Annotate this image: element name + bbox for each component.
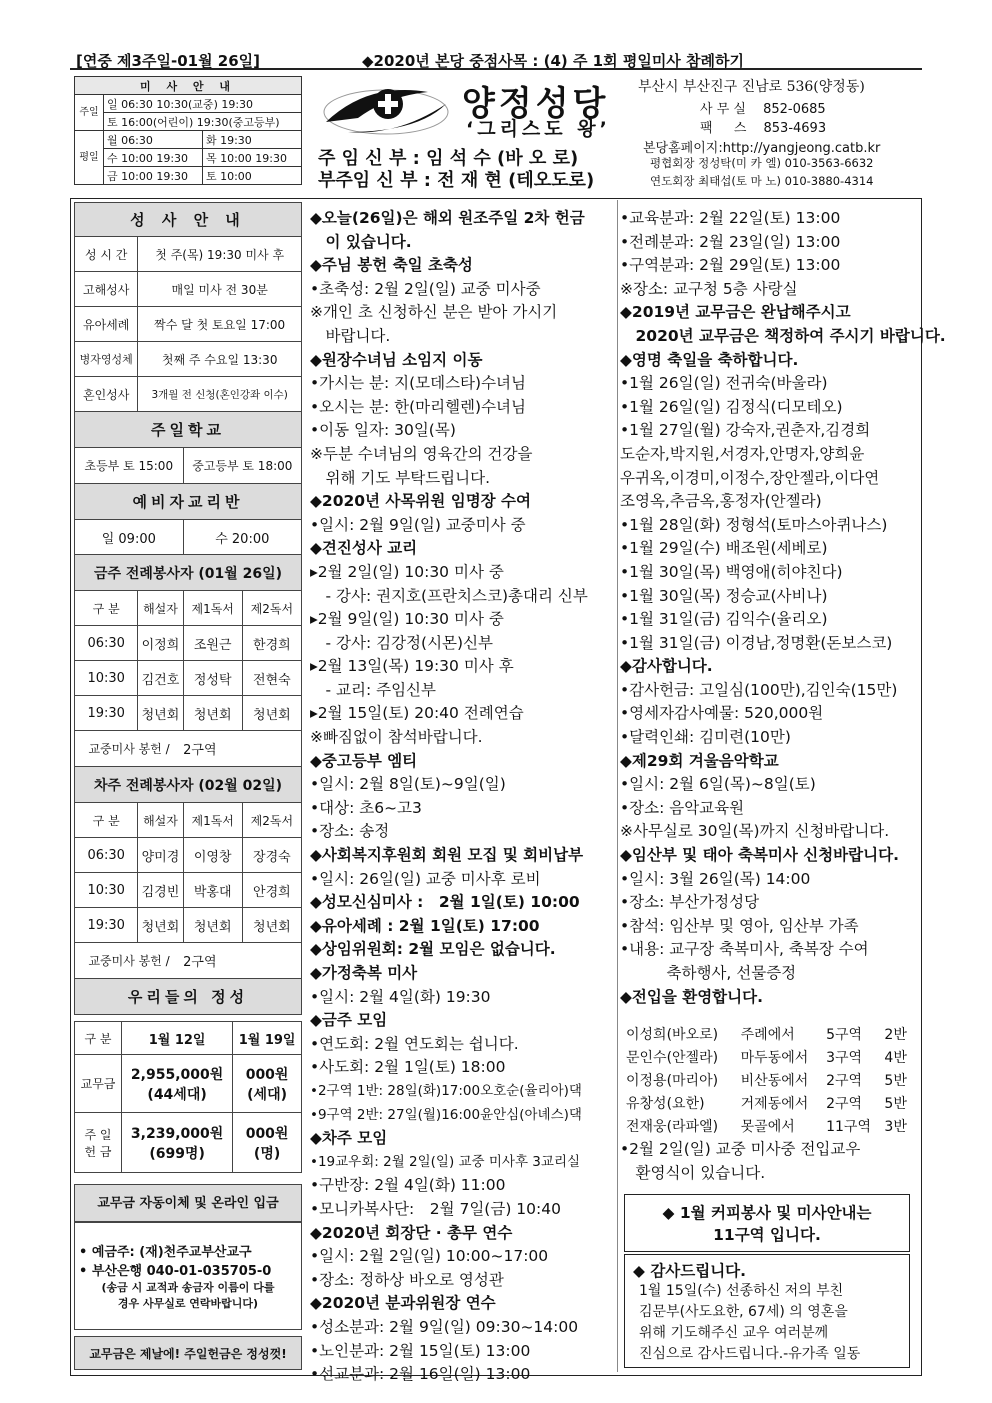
thanks-line: 진심으로 감사드립니다.-유가족 일동 (639, 1346, 861, 1362)
sacrament-value: 짝수 달 첫 토요일 17:00 (138, 307, 302, 342)
newcomer-cell: 5구역 (826, 1026, 863, 1043)
offertory-value: 2구역 (183, 943, 301, 979)
server-cell: 정성탁 (183, 661, 242, 696)
sacrament-label: 유아세례 (75, 307, 138, 342)
notice-heading: 2020년 교무금은 책정하여 주시기 바랍니다. (620, 326, 946, 345)
notice-heading: ◆금주 모임 (310, 1011, 388, 1030)
offering-title: 우리들의 정성 (75, 979, 302, 1015)
offering-value: 000원 (명) (233, 1113, 302, 1173)
this-week-title: 금주 전례봉사자 (01월 26일) (75, 555, 302, 591)
server-cell: 이영창 (183, 838, 242, 873)
thanks-title: ◆ 감사드립니다. (633, 1262, 747, 1280)
notice-line: •장소: 정하상 바오로 영성관 (310, 1270, 504, 1289)
notice-line: •영세자감사예물: 520,000원 (620, 704, 824, 723)
notice-line: •1월 30일(목) 백영애(히야친다) (620, 562, 843, 581)
server-cell: 김경빈 (138, 873, 183, 908)
server-cell: 박홍대 (183, 873, 242, 908)
newcomer-cell: 11구역 (826, 1118, 871, 1135)
notice-heading: ◆차주 모임 (310, 1129, 388, 1148)
notice-heading: ◆전입을 환영합니다. (620, 987, 763, 1006)
notice-line: •19교우회: 2월 2일(일) 교중 미사후 3교리실 (310, 1153, 581, 1170)
offertory-label: 교중미사 봉헌 / (75, 731, 184, 767)
notice-heading: ◆유아세례 : 2월 1일(토) 17:00 (310, 916, 540, 935)
notice-line: •구반장: 2월 4일(화) 11:00 (310, 1176, 506, 1195)
newcomer-cell: 2반 (884, 1026, 907, 1043)
notice-heading: ◆임산부 및 태아 축복미사 신청바랍니다. (620, 846, 899, 865)
notice-line: •1월 29일(수) 배조원(세베로) (620, 539, 828, 558)
notice-line: ※개인 초 신청하신 분은 받아 가시기 (310, 303, 558, 322)
notice-line: •대상: 초6~고3 (310, 798, 422, 817)
sacrament-value: 첫 주(목) 19:30 미사 후 (138, 237, 302, 272)
sacrament-value: 3개월 전 신청(혼인강좌 이수) (138, 377, 302, 412)
servers-head: 제2독서 (242, 591, 301, 626)
notice-heading: ◆주님 봉헌 축일 초축성 (310, 256, 473, 275)
col-divider (617, 200, 618, 1372)
notice-line: ▸2월 13일(목) 19:30 미사 후 (310, 657, 514, 676)
server-cell: 19:30 (75, 908, 138, 943)
notice-line: 바랍니다. (310, 326, 391, 345)
servers-head: 제1독서 (183, 803, 242, 838)
notice-line: - 강사: 권지호(프란치스코)총대리 신부 (310, 586, 588, 605)
server-cell: 김건호 (138, 661, 183, 696)
notice-line: •전례분과: 2월 23일(일) 13:00 (620, 232, 841, 251)
header-rule (70, 68, 922, 70)
offering-head: 1월 19일 (233, 1022, 302, 1055)
notice-heading: ◆오늘(26일)은 해외 원조주일 2차 헌금 (310, 209, 585, 227)
notice-line: •구역분과: 2월 29일(토) 13:00 (620, 256, 841, 275)
catechumen-cell: 수 20:00 (183, 520, 301, 555)
offering-label: 교무금 (75, 1055, 122, 1113)
welcome-line: •2월 2일(일) 교중 미사중 전입교우 (620, 1140, 861, 1158)
weekday-cell: 월 06:30 (104, 131, 203, 149)
newcomer-cell: 주례에서 (740, 1026, 795, 1043)
weekday-cell: 토 10:00 (202, 167, 301, 185)
server-cell: 19:30 (75, 696, 138, 731)
weekday-cell: 목 10:00 19:30 (202, 149, 301, 167)
mass-schedule (74, 76, 302, 185)
notice-line: •2구역 1반: 28일(화)17:00오호순(율리아)댁 (310, 1082, 582, 1099)
thanks-line: 위해 기도해주신 교우 여러분께 (639, 1325, 829, 1341)
thanks-line: 1월 15일(수) 선종하신 저의 부친 (639, 1283, 844, 1299)
newcomer-row (624, 1022, 914, 1045)
elder-head: 연도회장 최태섭(토 마 노) 010-3880-4314 (650, 174, 874, 188)
transfer-line: • 예금주: (재)천주교부산교구 (79, 1245, 252, 1260)
offering-table (74, 1021, 302, 1173)
newcomer-cell: 3반 (884, 1118, 907, 1135)
newcomer-cell: 이정용(마리아) (626, 1072, 719, 1089)
transfer-line: 경우 사무실로 연락바랍니다) (117, 1297, 259, 1310)
right-column (620, 207, 946, 1009)
sacrament-value: 매일 미사 전 30분 (138, 272, 302, 307)
servers-head: 해설자 (138, 591, 183, 626)
server-cell: 한경희 (242, 626, 301, 661)
notice-line: •오시는 분: 한(마리헬렌)수녀님 (310, 397, 526, 416)
weekday-cell: 금 10:00 19:30 (104, 167, 203, 185)
notice-line: •일시: 3월 26일(목) 14:00 (620, 869, 811, 888)
coffee-line: ◆ 1월 커피봉사 및 미사안내는 (662, 1204, 872, 1222)
offertory-label: 교중미사 봉헌 / (75, 943, 184, 979)
weekday-cell: 화 19:30 (202, 131, 301, 149)
coffee-box (624, 1194, 910, 1252)
newcomer-cell: 2구역 (826, 1095, 863, 1112)
saturday-line: 토 16:00(어린이) 19:30(중고등부) (104, 113, 302, 131)
assistant-line: 부주임 신 부 : 전 재 현 (테오도로) (318, 170, 595, 191)
sunday-label: 주일 (75, 95, 104, 131)
transfer-box (74, 1222, 302, 1330)
notice-line: •1월 26일(일) 전귀숙(바울라) (620, 374, 828, 393)
newcomer-cell: 문인수(안젤라) (626, 1049, 719, 1066)
offering-head: 구 분 (75, 1022, 122, 1055)
notice-line: •교육분과: 2월 22일(토) 13:00 (620, 209, 841, 227)
notice-line: •1월 28일(화) 정형석(토마스아퀴나스) (620, 515, 888, 534)
notice-line: •9구역 2반: 27일(월)16:00윤안심(아녜스)댁 (310, 1106, 582, 1123)
server-cell: 10:30 (75, 873, 138, 908)
newcomer-cell: 3구역 (826, 1049, 863, 1066)
notice-line: 도순자,박지원,서경자,안명자,양희윤 (620, 444, 865, 463)
notice-line: •1월 31일(금) 이경남,정명환(돈보스코) (620, 633, 893, 652)
notice-heading: ◆제29회 겨울음악학교 (620, 751, 779, 770)
notice-line: •내용: 교구장 축복미사, 축복장 수여 (620, 940, 869, 959)
notice-line: •초축성: 2월 2일(일) 교중 미사중 (310, 279, 541, 298)
notice-line: •일시: 2월 6일(목)~8일(토) (620, 775, 816, 794)
notice-heading: ◆성모신심미사 : 2월 1일(토) 10:00 (310, 893, 580, 912)
school-cell: 중고등부 토 18:00 (183, 448, 301, 484)
next-week-title: 차주 전례봉사자 (02월 02일) (75, 767, 302, 803)
notice-heading: ◆사회복지후원회 회원 모집 및 회비납부 (310, 846, 584, 865)
offering-value: 3,239,000원 (699명) (122, 1113, 233, 1173)
notice-line: ※빠짐없이 참석바랍니다. (310, 728, 483, 747)
newcomer-cell: 못골에서 (740, 1118, 795, 1135)
address: 부산시 부산진구 진남로 536(양정동) (638, 79, 865, 95)
thanks-line: 김문부(사도요한, 67세) 의 영혼을 (639, 1304, 848, 1320)
notice-line: ▸2월 9일(일) 10:30 미사 중 (310, 610, 504, 629)
church-name: 양정성당 (462, 84, 610, 124)
notice-line: •성소분과: 2월 9일(일) 09:30~14:00 (310, 1317, 579, 1336)
server-cell: 10:30 (75, 661, 138, 696)
homepage-link[interactable]: 본당홈페이지:http://yangjeong.catb.kr (643, 141, 881, 156)
notice-line: •연도회: 2월 연도회는 쉽니다. (310, 1034, 519, 1053)
server-cell: 청년회 (242, 908, 301, 943)
catechumen-title: 예비자교리반 (75, 484, 302, 520)
transfer-title: 교무금 자동이체 및 온라인 입금 (74, 1184, 302, 1222)
sacrament-label: 혼인성사 (75, 377, 138, 412)
transfer-line: • 부산은행 040-01-035705-0 (79, 1264, 272, 1279)
left-footer: 교무금은 제날에! 주일헌금은 정성껏! (74, 1336, 302, 1370)
notice-line: 위해 기도 부탁드립니다. (310, 468, 491, 487)
server-cell: 06:30 (75, 626, 138, 661)
middle-column (310, 207, 616, 1387)
notice-line: •1월 26일(일) 김정식(디모테오) (620, 397, 843, 416)
newcomer-cell: 이성희(바오로) (626, 1026, 719, 1043)
office-tel: 사 무 실 852-0685 (700, 102, 826, 117)
notice-line: •가시는 분: 지(모데스타)수녀님 (310, 374, 526, 393)
notice-line: •일시: 2월 2일(일) 10:00~17:00 (310, 1247, 549, 1266)
newcomer-row (624, 1045, 914, 1068)
notice-line: 조영옥,추금옥,홍정자(안젤라) (620, 492, 822, 511)
notice-heading: ◆중고등부 엠티 (310, 751, 418, 770)
notice-heading: ◆견진성사 교리 (310, 539, 418, 558)
council-head: 평협회장 정성탁(미 카 엘) 010-3563-6632 (650, 156, 874, 170)
church-logo (318, 74, 458, 144)
newcomer-cell: 유창성(요한) (626, 1095, 705, 1112)
server-cell: 청년회 (138, 696, 183, 731)
notice-line: •모니카복사단: 2월 7일(금) 10:40 (310, 1199, 561, 1218)
notice-heading: ◆가정축복 미사 (310, 964, 418, 982)
notice-heading: ◆2020년 회장단 · 총무 연수 (310, 1223, 513, 1242)
issue-label: [연중 제3주일-01월 26일] (76, 52, 260, 70)
notice-line: •일시: 2월 9일(일) 교중미사 중 (310, 515, 526, 534)
notice-heading: ◆감사합니다. (620, 657, 713, 676)
offering-value: 2,955,000원 (44세대) (122, 1055, 233, 1113)
weekday-cell: 수 10:00 19:30 (104, 149, 203, 167)
server-cell: 장경숙 (242, 838, 301, 873)
notice-line: •일시: 26일(일) 교중 미사후 로비 (310, 869, 541, 888)
school-cell: 초등부 토 15:00 (75, 448, 184, 484)
notice-line: •이동 일자: 30일(목) (310, 421, 456, 440)
transfer-line: (송금 시 교적과 송금자 이름이 다를 (101, 1281, 275, 1294)
server-cell: 이정희 (138, 626, 183, 661)
notice-line: •사도회: 2월 1일(토) 18:00 (310, 1058, 506, 1077)
welcome-note (620, 1138, 918, 1185)
notice-line: - 교리: 주임신부 (310, 680, 437, 699)
notice-line: 우귀옥,이경미,이정수,장안젤라,이다연 (620, 468, 880, 487)
server-cell: 청년회 (183, 696, 242, 731)
server-cell: 청년회 (242, 696, 301, 731)
notice-line: •일시: 2월 8일(토)~9일(일) (310, 775, 506, 794)
welcome-line: 환영식이 있습니다. (620, 1163, 766, 1182)
notice-line: 축하행사, 선물증정 (620, 964, 797, 982)
notice-line: ※장소: 교구청 5층 사랑실 (620, 279, 798, 298)
sacrament-label: 병자영성체 (75, 342, 138, 377)
sacrament-value: 첫째 주 수요일 13:30 (138, 342, 302, 377)
newcomers-table (624, 1022, 914, 1137)
server-cell: 조원근 (183, 626, 242, 661)
newcomer-row (624, 1114, 914, 1137)
notice-line: ▸2월 15일(토) 20:40 전례연습 (310, 704, 524, 723)
notice-heading: ◆2020년 분과위원장 연수 (310, 1294, 496, 1313)
newcomer-cell: 2구역 (826, 1072, 863, 1089)
newcomer-row (624, 1068, 914, 1091)
notice-line: •1월 30일(목) 정승교(사비나) (620, 586, 828, 605)
notice-line: •선교분과: 2월 16일(일) 13:00 (310, 1365, 531, 1384)
server-cell: 안경희 (242, 873, 301, 908)
church-subtitle: ‘그리스도 왕’ (466, 118, 611, 140)
newcomer-cell: 비산동에서 (740, 1072, 809, 1089)
notice-line: •참석: 임산부 및 영아, 임산부 가족 (620, 916, 859, 935)
newcomer-cell: 5반 (884, 1072, 907, 1089)
offering-value: 000원 (세대) (233, 1055, 302, 1113)
theme-label: ◆2020년 본당 중점사목 : (4) 주 1회 평일미사 참례하기 (362, 52, 744, 70)
servers-head: 제1독서 (183, 591, 242, 626)
notice-line: ▸2월 2일(일) 10:30 미사 중 (310, 562, 504, 581)
offering-head: 1월 12일 (122, 1022, 233, 1055)
notice-heading: ◆상임위원회: 2월 모임은 없습니다. (310, 940, 556, 959)
notice-line: •달력인쇄: 김미련(10만) (620, 728, 791, 747)
newcomer-cell: 전재웅(라파엘) (626, 1118, 719, 1135)
mass-title: 미 사 안 내 (75, 77, 302, 95)
offering-label: 주 일 헌 금 (75, 1113, 122, 1173)
weekday-label: 평일 (75, 131, 104, 185)
sunday-school-title: 주일학교 (75, 412, 302, 448)
server-cell: 양미경 (138, 838, 183, 873)
notice-line: ※사무실로 30일(목)까지 신청바랍니다. (620, 822, 890, 841)
newcomer-cell: 5반 (884, 1095, 907, 1112)
left-column (74, 202, 302, 1015)
notice-heading: ◆2020년 사목위원 임명장 수여 (310, 492, 531, 511)
notice-heading: 이 있습니다. (310, 232, 412, 251)
servers-head: 제2독서 (242, 803, 301, 838)
notice-heading: ◆원장수녀님 소임지 이동 (310, 350, 483, 369)
server-cell: 청년회 (138, 908, 183, 943)
notice-heading: ◆영명 축일을 축하합니다. (620, 350, 799, 369)
notice-line: •노인분과: 2월 15일(토) 13:00 (310, 1341, 531, 1360)
coffee-line: 11구역 입니다. (713, 1226, 821, 1244)
servers-head: 구 분 (75, 591, 138, 626)
notice-line: •감사헌금: 고일심(100만),김인숙(15만) (620, 680, 898, 699)
notice-line: •장소: 부산가정성당 (620, 893, 760, 912)
fax: 팩 스 853-4693 (700, 121, 827, 136)
newcomer-cell: 거제동에서 (740, 1095, 809, 1112)
notice-line: •장소: 음악교육원 (620, 798, 745, 817)
notice-heading: ◆2019년 교무금은 완납해주시고 (620, 303, 851, 322)
catechumen-cell: 일 09:00 (75, 520, 184, 555)
notice-line: •장소: 송정 (310, 822, 390, 841)
newcomer-cell: 4반 (884, 1049, 907, 1066)
servers-head: 해설자 (138, 803, 183, 838)
thanks-box (624, 1254, 910, 1368)
notice-line: •1월 31일(금) 김익수(율리오) (620, 610, 828, 629)
server-cell: 전현숙 (242, 661, 301, 696)
servers-head: 구 분 (75, 803, 138, 838)
sacrament-label: 고해성사 (75, 272, 138, 307)
notice-line: •1월 27일(월) 강숙자,권춘자,김경희 (620, 421, 871, 440)
sacraments-title: 성 사 안 내 (75, 203, 302, 237)
newcomer-row (624, 1091, 914, 1114)
pastor-line: 주 임 신 부 : 임 석 수 (바 오 로) (318, 148, 579, 169)
offertory-value: 2구역 (183, 731, 301, 767)
server-cell: 06:30 (75, 838, 138, 873)
notice-line: •일시: 2월 4일(화) 19:30 (310, 987, 491, 1006)
newcomer-cell: 마두동에서 (740, 1049, 809, 1066)
notice-line: ※두분 수녀님의 영육간의 건강을 (310, 444, 533, 463)
notice-line: - 강사: 김강정(시몬)신부 (310, 633, 494, 652)
server-cell: 청년회 (183, 908, 242, 943)
sacrament-label: 성 시 간 (75, 237, 138, 272)
sunday-line: 일 06:30 10:30(교중) 19:30 (104, 95, 302, 113)
